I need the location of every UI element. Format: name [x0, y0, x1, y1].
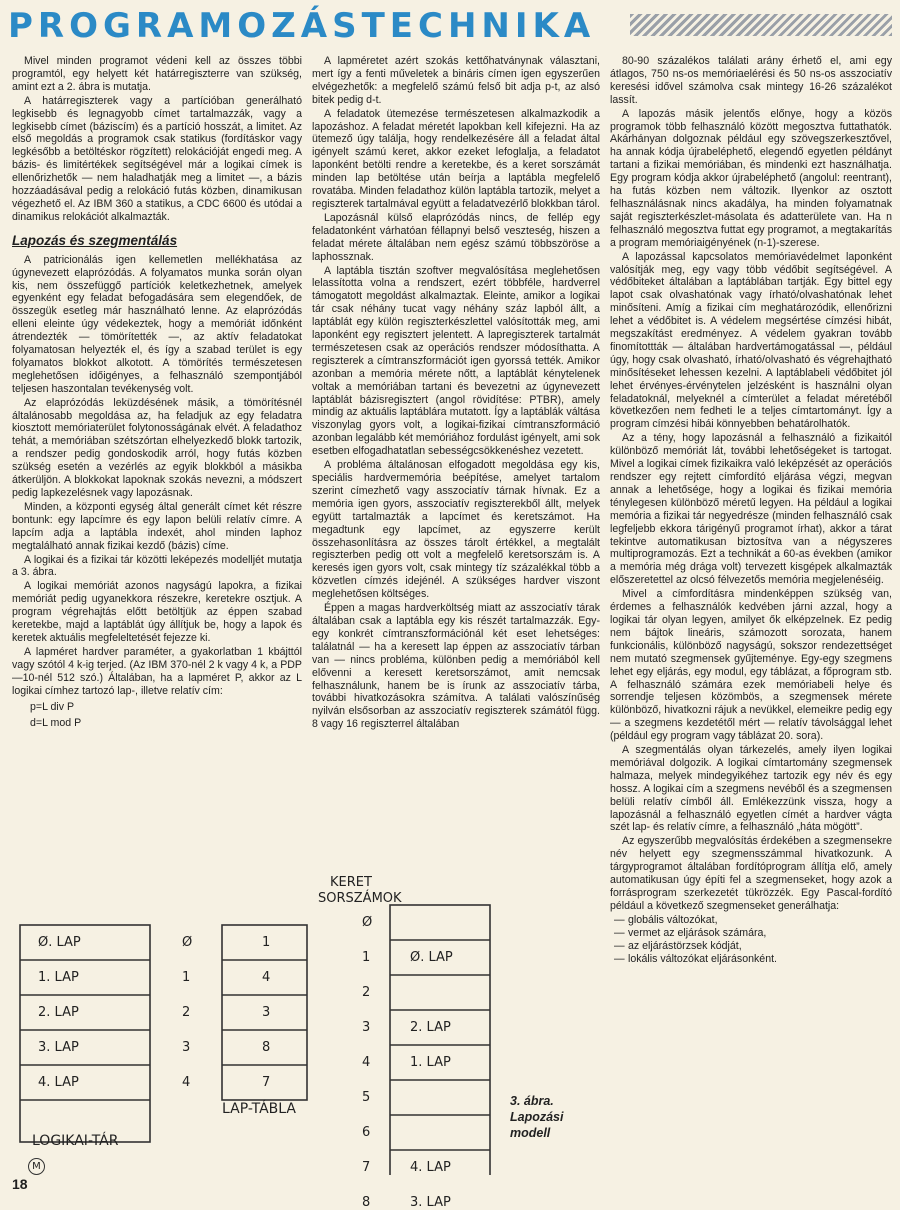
frame-content: 4. LAP	[410, 1160, 451, 1175]
paragraph: Az egyszerűbb megvalósítás érdekében a szegmensekre név helyett egy szegmensszámmal hivatkozunk. A tárgyprogramot általában fordítóprogram állítja elő, amely automatikusan úgy építi fel a szegmenseket, hogy azok a forrásprogram szerkezetét tükrözzék. Egy Pascal-fordító például a következő szegmenseket generálhatja:	[610, 835, 892, 912]
emblem-mark: M	[28, 1158, 45, 1175]
paragraph: A lapméretet azért szokás kettőhatványnak választani, mert így a fenti műveletek a bináris címen igen egyszerűen elvégezhetők: a megfelelő számú felső bit adja p-t, az alsó bitek pedig d-t.	[312, 55, 600, 106]
header-hatch-decoration	[630, 14, 892, 36]
logical-page-label: 4. LAP	[38, 1075, 79, 1090]
page-table-label: LAP-TÁBLA	[222, 1101, 296, 1117]
frame-content: 3. LAP	[410, 1195, 451, 1210]
frame-number: 8	[362, 1195, 371, 1210]
logical-memory-label: LOGIKAI-TÁR	[32, 1133, 119, 1149]
paragraph: A határregiszterek vagy a partícióban generálható legkisebb és legnagyobb címet tartalmazzák, vagy a legkisebb címet (báziscím) és a partíció hosszát, a limitet. Az első megoldás a programok csak statikus (fordításkor vagy legkésőbb a betöltéskor rögzített) relokációját engedi meg. A bázis- és limitértékek segítségével már a logikai címek is ellenőrizhetők — nem haladhatják meg a limitet —, a bázis hozzáadásával pedig a relokáció futás közben, dinamikusan végezhető el. Az IBM 360 a statikus, a CDC 6600 és utódai a dinamikus relokációt alkalmazták.	[12, 94, 302, 223]
page-table-value: 3	[262, 1005, 271, 1020]
text-column-1	[12, 55, 302, 880]
page-table-value: 8	[262, 1040, 271, 1055]
page-table-index: 4	[182, 1075, 191, 1090]
paragraph: Lapozásnál külső elaprózódás nincs, de fellép egy feladatonként várhatóan féllapnyi belső veszteség, hiszen a feladat mérete általában nem egész számú többszöröse a laphossznak.	[312, 211, 600, 263]
paragraph: Az elaprózódás leküzdésének másik, a tömörítésnél általánosabb megoldása az, ha feladjuk az egy feladatra kiosztott memóriaterület folytonosságának elvét. A feladathoz tehát, a memóriában szétszórtan elhelyezkedő blokk tartozik, a rendszer pedig gondoskodik arról, hogy futás közben szükség esetén a vezérlés az egyik blokkból a másikba átkerüljön. A blokkokat lapoknak szokás nevezni, a módszert pedig lapkezelésnek vagy lapozásnak.	[12, 396, 302, 499]
frame-content: 2. LAP	[410, 1020, 451, 1035]
logical-page-label: 2. LAP	[38, 1005, 79, 1020]
paragraph: Mivel minden programot védeni kell az összes többi programtól, egy helyett két határregiszterre van szükség, amint ezt a 2. ábra is mutatja.	[12, 55, 302, 93]
paragraph: 80-90 százalékos találati arány érhető el, ami egy átlagos, 750 ns-os memóriaelérési és 50 ns-os asszociatív keresési idővel számolva csak mintegy 16-26 százalékot lassít.	[610, 55, 892, 106]
frame-number: 3	[362, 1020, 371, 1035]
list-item: — az eljárástörzsek kódját,	[610, 940, 892, 953]
paragraph: Mivel a címfordításra mindenképpen szükség van, érdemes a felhasználók kedvében járni azzal, hogy a logikai tár olyan legyen, amilyet ők elképzelnek. Ez pedig nem bájtok lineáris, számozott sorozata, hanem funkcionális, különböző nagyságú, sokszor rendezettséget nem mutató szegmensek gyűjteménye. Egy-egy szegmens lehet egy eljárás, egy modul, egy táblázat, a főprogram stb. A felhasználó számára ezek memóriabeli helye és sorrendje teljesen közömbös, a szegmensek mérete különböző, hivatkozni rájuk a nevükkel, elemeikre pedig egy — a szegmens kezdetétől mért — relatív távolsággal lehet (például egy program vagy táblázat 20. sora).	[610, 588, 892, 743]
paragraph: A lapozással kapcsolatos memóriavédelmet laponként valósítják meg, egy vagy több védőbit segítségével. A védőbiteket általában a laptáblában tartják. Egy bittel egy lapot csak olvashatónak vagy írható/olvashatónak lehet minősíteni. Amíg a fizikai cím meghatározódik, ellenőrizni lehet a védőbitet is. A védelem megsértése címzési hibát, megszakítást eredményez. A védelem gyakran tovább finomítottták — általában hardvertámogatással —, például úgy, hogy csak olvasható, írható/olvasható és végrehajtható minősítéseket lehessen kezelni. A laptáblabeli védőbitet jól lehet érvényes-érvénytelen jelzésként is használni olyan feladatoknál, melyeknél a címterület a feladat méretéből következően nem fedheti le a teljes címtartományt. Így a program címzési hibái könnyebben behatárolhatók.	[610, 250, 892, 431]
frame-number: 7	[362, 1160, 371, 1175]
formula-offset: d=L mod P	[30, 716, 82, 729]
frame-header: SORSZÁMOK	[318, 891, 402, 906]
frame-number: 4	[362, 1055, 371, 1070]
paragraph: A laptábla tisztán szoftver megvalósítása meglehetősen lelassította volna a rendszert, ezért többféle, hardverrel támogatott megoldást alkalmaztak. Eleinte, amikor a logikai tár csak néhány tucat vagy néhány száz lapból állt, a laptáblát egy külön regiszterkészlettel valósították meg, ami laponként egy regisztert jelentett. A lapregiszterek tartalmát természetesen csak az operációs rendszer módosíthatta. A regiszterek a címtranszformációt igen gyorssá tették. Amikor azonban a memória mérete nőtt, a laptáblát kénytelenek voltak a memóriában tartani és bevezetni az úgynevezett laptáblát bázisregisztert (angol rövidítése: PTBR), amely mindig az aktuális laptáblára mutatott. Így a laptáblák váltása viszonylag gyors volt, a logikai-fizikai címtranszformáció azonban legalább két memóriához fordulást igényelt, ami sok esetben elfogadhatatlan sebességcsökkenéshez vezetett.	[312, 264, 600, 458]
paragraph: A probléma általánosan elfogadott megoldása egy kis, speciális hardvermemória beépítése, amelyet tartalom szerint címezhető vagy asszociatív tárnak hívnak. Ez a memória igen gyors, asszociatív regiszterekből állt, melyek együtt tartalmazták a lapcímet és keretszámot. Ha megadtunk egy lapcímet, az egyszerre került összehasonlításra az összes tárolt értékkel, a megtalált regiszterben pedig ott volt a megfelelő keretsorszám is. A keresés igen gyors volt, csak mintegy tíz százalékkal több a közvetlen címzés idejénél. A szükséges hardver viszont meglehetősen költséges.	[312, 459, 600, 601]
caption-line: modell	[510, 1126, 551, 1140]
frame-number: Ø	[362, 915, 373, 930]
paragraph: Minden, a központi egység által generált címet két részre bontunk: egy lapcímre és egy lapon belüli relatív címre. A lapcím adja a laptábla indexét, ahol minden laphoz megtalálható annak fizikai kezdő (bázis) címe.	[12, 500, 302, 552]
frame-number: 5	[362, 1090, 371, 1105]
paragraph: A logikai és a fizikai tár közötti leképezés modelljét mutatja a 3. ábra.	[12, 553, 302, 579]
segment-list	[610, 914, 892, 966]
text-column-2	[312, 55, 600, 739]
paragraph: Éppen a magas hardverköltség miatt az asszociatív tárak általában csak a laptábla egy kis részét tartalmazzák. Egy-egy konkrét címtranszformációnál két eset lehetséges: találatnál — ha a keresett lap éppen az asszociatív tárban van — nincs probléma, különben pedig a memóriából kell elővenni a keresett keretsorszámot, amit nemcsak felhasználunk, hanem be is írunk az asszociatív tárba, további hivatkozásokra számítva. A találati valószínűség nyilván elsősorban az asszociatív regiszterek számától függ. 8 vagy 16 regiszterrel általában	[312, 602, 600, 731]
formula-page: p=L div P	[30, 700, 75, 713]
logical-page-label: Ø. LAP	[38, 935, 81, 950]
page-table-index: 1	[182, 970, 191, 985]
page-table-value: 7	[262, 1075, 271, 1090]
list-item: — lokális változókat eljárásonként.	[610, 953, 892, 966]
caption-line: 3. ábra.	[510, 1094, 554, 1108]
section-heading: Lapozás és szegmentálás	[12, 232, 178, 248]
list-item: — globális változókat,	[610, 914, 892, 927]
paragraph: A logikai memóriát azonos nagyságú lapokra, a fizikai memóriát pedig ugyanekkora részekre, keretekre osztjuk. A program végrehajtás előtt betöltjük az éppen szabad keretekbe, majd a laptáblát úgy állítjuk be, hogy a lapok és keretek aktuális megfeleltetését fejezze ki.	[12, 580, 302, 644]
logical-page-label: 3. LAP	[38, 1040, 79, 1055]
list-item: — vermet az eljárások számára,	[610, 927, 892, 940]
logical-page-label: 1. LAP	[38, 970, 79, 985]
paragraph: A feladatok ütemezése természetesen alkalmazkodik a lapozáshoz. A feladat méretét lapokban kell kifejezni. Ha az ütemező úgy találja, hogy rendelkezésére áll a feladat által igényelt számú keret, akkor ezeket lefoglalja, a feladatot laponként betölti rendre a keretekbe, és a keret sorszámát minden lap betöltése után beírja a laptábla megfelelő rovatába. Minden feladathoz külön laptábla tartozik, melyet a regiszterek tartalmával együtt a feladatvezérlő blokkban tárol.	[312, 107, 600, 210]
page-table-index: 2	[182, 1005, 191, 1020]
page-table-value: 1	[262, 935, 271, 950]
frame-number: 6	[362, 1125, 371, 1140]
paragraph: A lapozás másik jelentős előnye, hogy a közös programok több felhasználó között megosztva futtathatók. Akárhányan dolgoznak például egy szövegszerkesztővel, ha annak kódja újrabeléphető, elegendő egyetlen példányt tartani a fizikai memóriában, és mindenki ezt használhatja. Egy program kódja akkor újrabeléphető (angolul: reentrant), ha futás közben nem változik. Ilyenkor az osztott felhasználásnak nincs akadálya, ha minden folyamatnak saját regiszterkészlet-másolata és adatterülete van. Ha n felhasználó megosztva futtat egy programot, a megtakarítás a program memóriaigényének (n-1)-szerese.	[610, 107, 892, 249]
page-table-index: Ø	[182, 935, 193, 950]
paragraph: Az a tény, hogy lapozásnál a felhasználó a fizikaitól különböző memóriát lát, további lehetőségeket is tartogat. Mivel a logikai címek fizikaikra való leképzését az operációs rendszer egy rejtett címfordító eljárása végzi, megvan annak a lehetősége, hogy a logikai és fizikai memória ténylegesen különböző méretű legyen. Ha például a logikai memória a fizikai tár negyedrésze (minden felhasználó csak legfeljebb ekkora tárigényű programot írhat), akkor a tárat tekintve automatikusan biztosítva van a négyszeres multiprogramozás. Ezt a technikát a 60-as években (amikor a memória még drága volt) tervezett kisgépek alkalmazták előszeretettel az olcsó félvezetős memória megjelenéséig.	[610, 432, 892, 587]
frame-content: Ø. LAP	[410, 950, 453, 965]
page-table-value: 4	[262, 970, 271, 985]
page-table-index: 3	[182, 1040, 191, 1055]
text-column-3	[610, 55, 892, 1165]
caption-line: Lapozási	[510, 1110, 564, 1124]
frame-header: KERET	[330, 875, 372, 890]
figure-caption	[510, 1093, 600, 1141]
page-number: 18	[12, 1176, 28, 1192]
paragraph: A patricionálás igen kellemetlen mellékhatása az úgynevezett elaprózódás. A folyamatos munka során olyan kis, nem összefüggő partíciók keletkezhetnek, amelyek egyenként egy feladat befogadására sem elegendőek, de összegük esetleg már használható lenne. Az elaprózódás elleni eleinte úgy védekeztek, hogy a memóriát időnként átrendezték — tömörítették —, az aktív feladatokat folyamatosan helyezték el, és így a szabad terület is egy folyamatos blokkot alkotott. A tömörítés természetesen meglehetősen időigényes, a felhasználó szempontjából teljesen haszontalan tevékenység volt.	[12, 253, 302, 395]
paragraph: A lapméret hardver paraméter, a gyakorlatban 1 kbájttól vagy szótól 4 k-ig terjed. (Az IBM 370-nél 2 k vagy 4 k, a PDP—10-nél 512 szó.) Általában, ha a lapméret P, akkor az L logikai címhez tartozó lap-, illetve relatív cím:	[12, 645, 302, 697]
frame-number: 2	[362, 985, 371, 1000]
header-title: PROGRAMOZÁSTECHNIKA	[8, 6, 596, 46]
frame-content: 1. LAP	[410, 1055, 451, 1070]
frame-number: 1	[362, 950, 371, 965]
page-header	[8, 4, 892, 48]
paragraph: A szegmentálás olyan tárkezelés, amely ilyen logikai memóriával dolgozik. A logikai címtartomány szegmensek halmaza, melyek mindegyikéhez tartozik egy név és egy hossz. A logikai cím a szegmens nevéből és a szegmensen belüli relatív címből áll. Emlékezzünk vissza, hogy a lapozásnál a felhasználó egyetlen címét a hardver vágta szét lap- és relatív címre, a felhasználó „háta mögött”.	[610, 744, 892, 834]
